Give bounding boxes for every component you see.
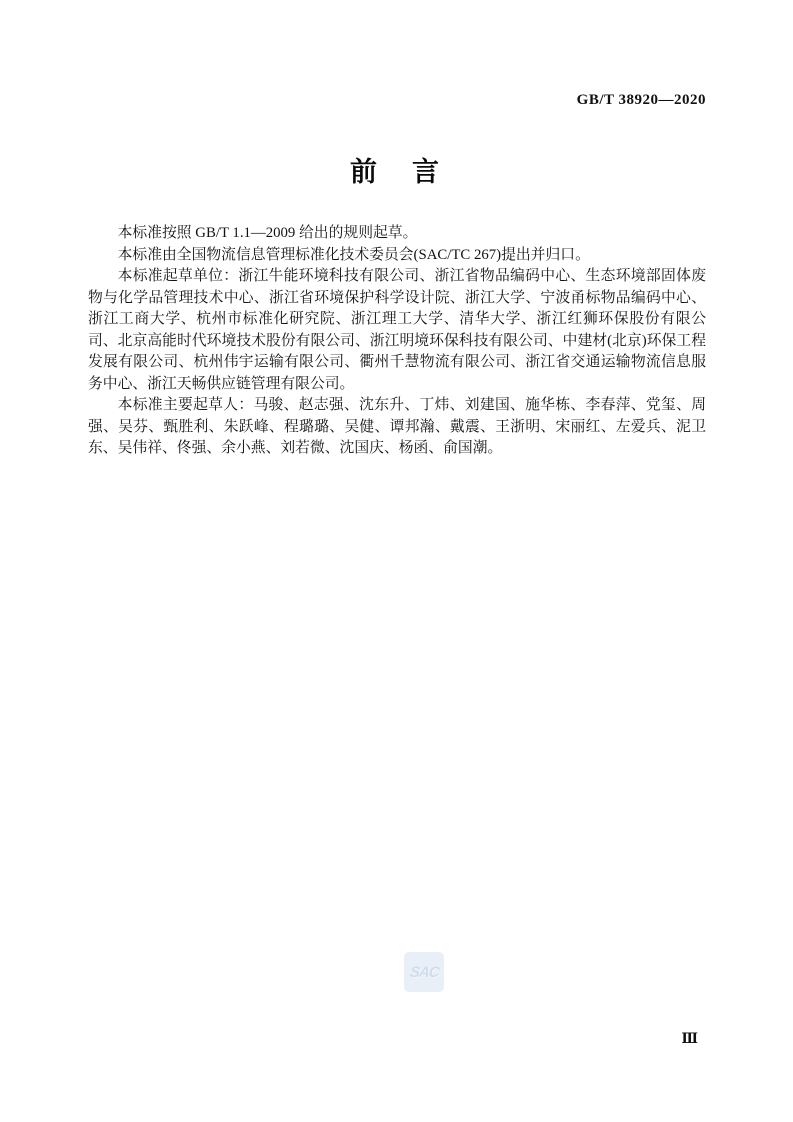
- paragraph-main-drafters: 本标准主要起草人：马骏、赵志强、沈东升、丁炜、刘建国、施华栋、李春萍、党玺、周强、吴芬、甄胜利、朱跃峰、程璐璐、吴健、谭邦瀚、戴震、王浙明、宋丽红、左爱兵、泥卫东、吴伟祥、佟强、余小燕、刘若微、沈国庆、杨函、俞国潮。: [88, 397, 706, 456]
- paragraph-drafting-rule: 本标准按照 GB/T 1.1—2009 给出的规则起草。: [117, 225, 418, 241]
- foreword-body: [88, 223, 706, 460]
- page-title: 前 言: [350, 157, 443, 188]
- standard-code: GB/T 38920—2020: [576, 92, 706, 108]
- sac-watermark-text: SAC: [408, 963, 440, 981]
- paragraph-proposed-by: 本标准由全国物流信息管理标准化技术委员会(SAC/TC 267)提出并归口。: [117, 246, 590, 263]
- page-number: Ⅲ: [681, 1031, 698, 1046]
- sac-watermark-logo: [404, 952, 444, 992]
- paragraph-drafting-organizations: 本标准起草单位：浙江牛能环境科技有限公司、浙江省物品编码中心、生态环境部固体废物与化学品管理技术中心、浙江省环境保护科学设计院、浙江大学、宁波甬标物品编码中心、浙江工商大学、杭州市标准化研究院、浙江理工大学、清华大学、浙江红狮环保股份有限公司、北京高能时代环境技术股份有限公司、浙江明境环保科技有限公司、中建材(北京)环保工程发展有限公司、杭州伟宇运输有限公司、衢州千慧物流有限公司、浙江省交通运输物流信息服务中心、浙江天畅供应链管理有限公司。: [88, 268, 706, 392]
